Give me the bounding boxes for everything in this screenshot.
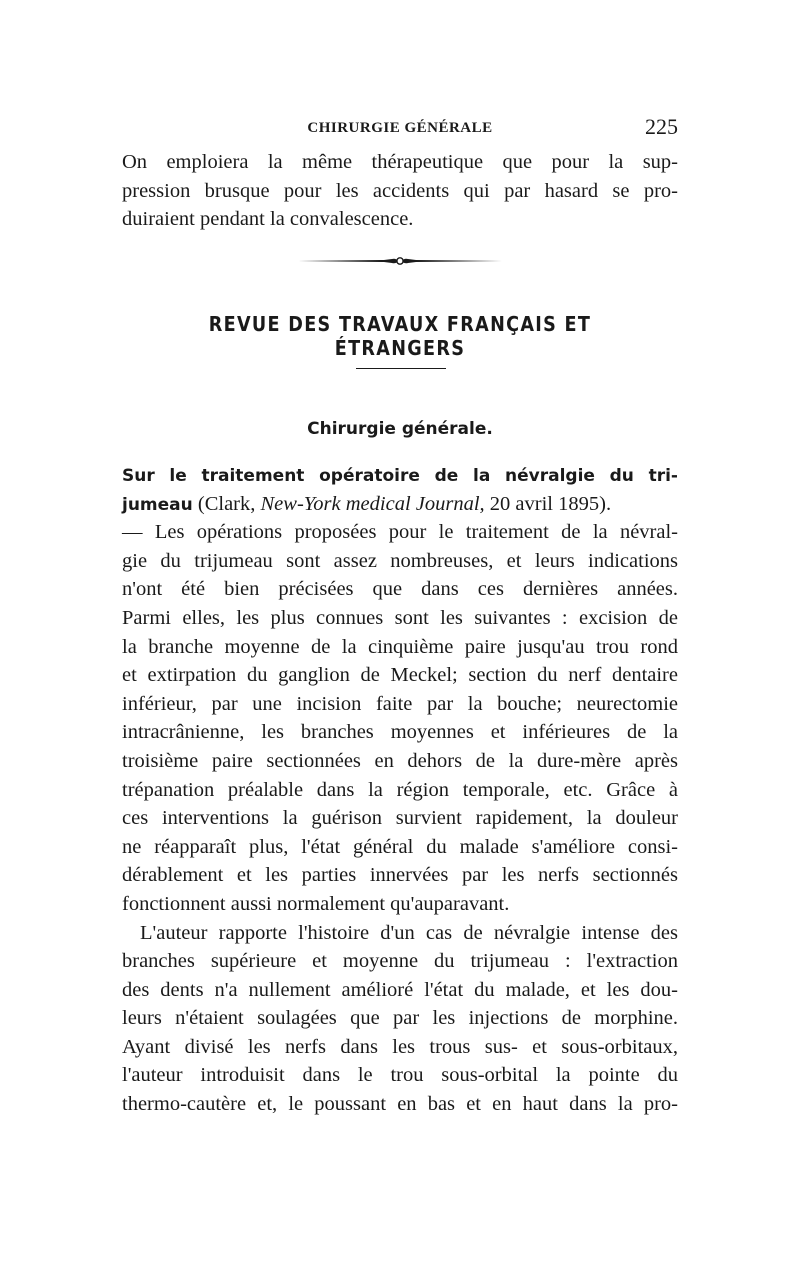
text-line: l'auteur introduisit dans le trou sous-orbital la pointe du (122, 1064, 678, 1087)
text-line: Parmi elles, les plus connues sont les suivantes : excision de (122, 606, 678, 629)
text-line: — Les opérations proposées pour le traitement de la névral- (122, 521, 678, 544)
article-citation-line (122, 490, 678, 519)
text-line: On emploiera la même thérapeutique que pour la sup- (122, 151, 678, 173)
text-line: L'auteur rapporte l'histoire d'un cas de névralgie intense des (140, 921, 678, 944)
text-line: trépanation préalable dans la région temporale, etc. Grâce à (122, 778, 678, 801)
text-line: fonctionnent aussi normalement qu'auparavant. (122, 892, 510, 915)
article (122, 461, 678, 1119)
text-line: thermo-cautère et, le poussant en bas et en haut dans la pro- (122, 1093, 678, 1116)
text-line: dérablement et les parties innervées par les nerfs sectionnés (122, 864, 678, 887)
citation-author: (Clark, (192, 492, 261, 515)
text-line: ne réapparaît plus, l'état général du malade s'améliore consi- (122, 835, 678, 858)
text-line: leurs n'étaient soulagées que par les injections de morphine. (122, 1007, 678, 1030)
ornamental-divider (298, 254, 502, 268)
article-title-line (122, 461, 678, 490)
text-line: des dents n'a nullement amélioré l'état du malade, et les dou- (122, 978, 678, 1001)
subsection-title: Chirurgie générale. (307, 419, 493, 439)
text-line: et extirpation du ganglion de Meckel; section du nerf dentaire (122, 664, 678, 687)
running-head (122, 114, 678, 142)
citation-journal: New-York medical Journal, (260, 492, 485, 515)
text-line: gie du trijumeau sont assez nombreuses, et leurs indications (122, 549, 678, 572)
text-line: Ayant divisé les nerfs dans les trous sus- et sous-orbitaux, (122, 1035, 678, 1058)
page-number: 225 (645, 114, 678, 139)
text-line: intracrânienne, les branches moyennes et inférieures de la (122, 721, 678, 744)
article-title: Sur le traitement opératoire de la névralgie du tri- (122, 466, 678, 486)
text-line: la branche moyenne de la cinquième paire jusqu'au trou rond (122, 635, 678, 658)
text-line: pression brusque pour les accidents qui par hasard se pro- (122, 179, 678, 202)
citation-date: 20 avril 1895). (484, 492, 612, 515)
text-line: ces interventions la guérison survient rapidement, la douleur (122, 807, 678, 830)
intro-paragraph (122, 148, 678, 234)
running-title: CHIRURGIE GÉNÉRALE (307, 120, 493, 136)
article-title-end: jumeau (122, 494, 193, 515)
text-line: inférieur, par une incision faite par la bouche; neurectomie (122, 692, 678, 715)
text-line: branches supérieure et moyenne du trijumeau : l'extraction (122, 950, 678, 973)
text-line: troisième paire sectionnées en dehors de la dure-mère après (122, 749, 678, 772)
text-line: n'ont été bien précisées que dans ces dernières années. (122, 578, 678, 601)
section-title: REVUE DES TRAVAUX FRANÇAIS ET ÉTRANGERS (208, 312, 592, 360)
text-line: duiraient pendant la convalescence. (122, 208, 414, 231)
section-rule (356, 368, 446, 369)
